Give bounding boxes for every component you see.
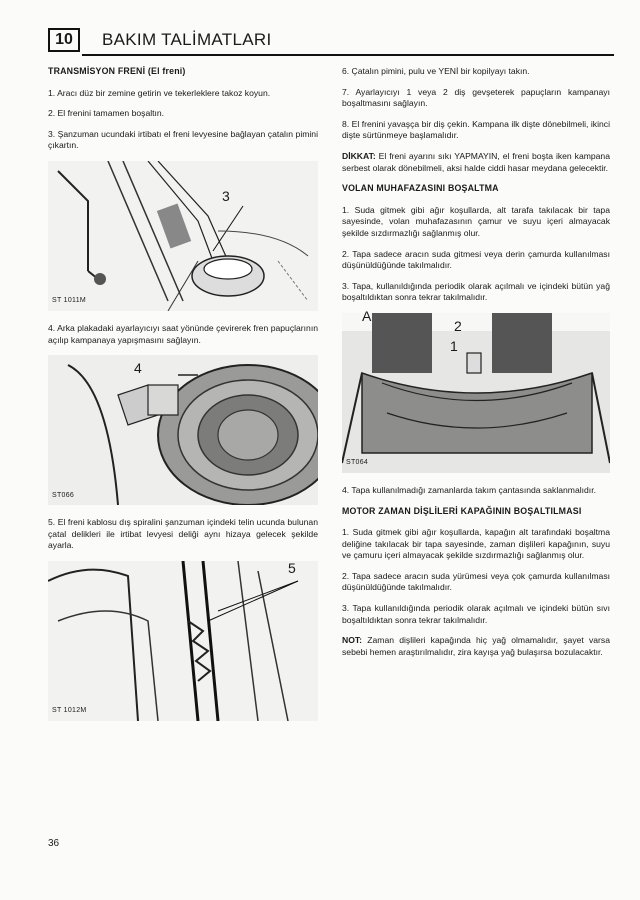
warning-paragraph	[342, 151, 610, 174]
warning-label: DİKKAT:	[342, 150, 376, 161]
figure-handbrake-linkage	[48, 161, 318, 311]
step-paragraph: 2. Tapa sadece aracın suda gitmesi veya derin çamurda kullanılması düşünüldüğünde takılmalıdır.	[342, 248, 610, 271]
adjuster-illustration	[48, 355, 318, 505]
cable-illustration	[48, 561, 318, 721]
step-paragraph: 2. El frenini tamamen boşaltın.	[48, 108, 165, 119]
header-rule	[82, 54, 614, 56]
callout-2: 2	[454, 317, 462, 334]
step-paragraph: 6. Çatalın pimini, pulu ve YENİ bir kopilyayı takın.	[342, 66, 530, 76]
figure-label: ST 1011M	[52, 297, 87, 305]
linkage-illustration	[48, 161, 318, 311]
page-title: BAKIM TALİMATLARI	[102, 30, 272, 49]
step-paragraph: 1. Suda gitmek gibi ağır koşullarda, kapağın alt tarafındaki boşaltma deliğine takılacak bir tapa sayesinde, zaman dişlileri kapağının, suyu ve çamuru içeri almayacak şekilde sızdırmazlığı sağlanmış olur.	[342, 527, 610, 561]
section-heading-timing-cover: MOTOR ZAMAN DİŞLİLERİ KAPAĞININ BOŞALTILMASI	[342, 505, 582, 516]
figure-cable-fork	[48, 561, 318, 721]
callout-5: 5	[288, 559, 296, 576]
callout-a: A	[362, 307, 372, 324]
section-heading-flywheel: VOLAN MUHAFAZASINI BOŞALTMA	[342, 183, 499, 194]
right-column	[342, 66, 610, 667]
section-heading-transmission-brake: TRANSMİSYON FRENİ (El freni)	[48, 66, 186, 76]
left-column	[48, 66, 318, 733]
page-header	[48, 26, 614, 56]
step-paragraph: 1. Suda gitmek gibi ağır koşullarda, alt tarafa takılacak bir tapa sayesinde, volan muhafazasının çamur ve suyu içeri almayacak şekilde sızdırmazlığı sağlanmış olur.	[342, 204, 610, 238]
callout-3: 3	[222, 187, 230, 204]
figure-brake-adjuster	[48, 355, 318, 505]
step-paragraph: 3. Tapa, kullanıldığında periodik olarak açılmalı ve içindeki bütün yağ boşaltıldıktan sonra tekrar takılmalıdır.	[342, 280, 610, 303]
figure-label: ST066	[52, 491, 75, 499]
callout-1: 1	[450, 337, 458, 354]
note-label: NOT:	[342, 635, 363, 646]
figure-label: ST064	[346, 459, 369, 467]
step-paragraph: 3. Şanzuman ucundaki irtibatı el freni levyesine bağlayan çatalın pimini çıkartın.	[48, 128, 318, 151]
note-text: Zaman dişlileri kapağında hiç yağ olmamalıdır, şayet varsa sebebi hemen araştırılmalıdır, zira kayışa yağ bulaşırsa bozulacaktır.	[342, 635, 610, 657]
step-paragraph: 7. Ayarlayıcıyı 1 veya 2 diş gevşeterek papuçların kampanayı boşaltmasını sağlayın.	[342, 86, 610, 109]
step-paragraph: 2. Tapa sadece aracın suda yürümesi veya çok çamurda kullanılması düşünüldüğünde takılmalıdır.	[342, 570, 610, 593]
step-paragraph: 4. Arka plakadaki ayarlayıcıyı saat yönünde çevirerek fren papuçlarının açılıp kampanaya yapışmasını sağlayın.	[48, 322, 318, 345]
note-paragraph	[342, 635, 610, 658]
section-number: 10	[48, 28, 80, 52]
warning-text: El freni ayarını sıkı YAPMAYIN, el freni boşta iken kampana serbest olarak dönebilmeli, aksi halde ciddi hasar meydana gelecektir.	[342, 150, 610, 173]
figure-flywheel-housing	[342, 307, 610, 473]
callout-4: 4	[134, 360, 142, 377]
step-paragraph: 1. Aracı düz bir zemine getirin ve tekerleklere takoz koyun.	[48, 87, 271, 98]
page-number: 36	[48, 838, 60, 849]
step-paragraph: 5. El freni kablosu dış spiralini şanzuman içindeki telin ucunda bulunan çatal delikleri ile irtibat levyesi deliği aynı hizaya gelecek şekilde ayarla.	[48, 517, 318, 551]
step-paragraph: 4. Tapa kullanılmadığı zamanlarda takım çantasında saklanmalıdır.	[342, 484, 596, 495]
step-paragraph: 3. Tapa kullanıldığında periodik olarak açılmalı ve içindeki bütün sıvı boşaltıldıktan sonra tekrar takılmalıdır.	[342, 603, 610, 625]
figure-label: ST 1012M	[52, 707, 87, 715]
step-paragraph: 8. El frenini yavaşça bir diş çekin. Kampana ilk dişte dönebilmeli, ikinci dişte sürtünmeye başlamalıdır.	[342, 118, 610, 141]
flywheel-illustration	[342, 307, 610, 473]
